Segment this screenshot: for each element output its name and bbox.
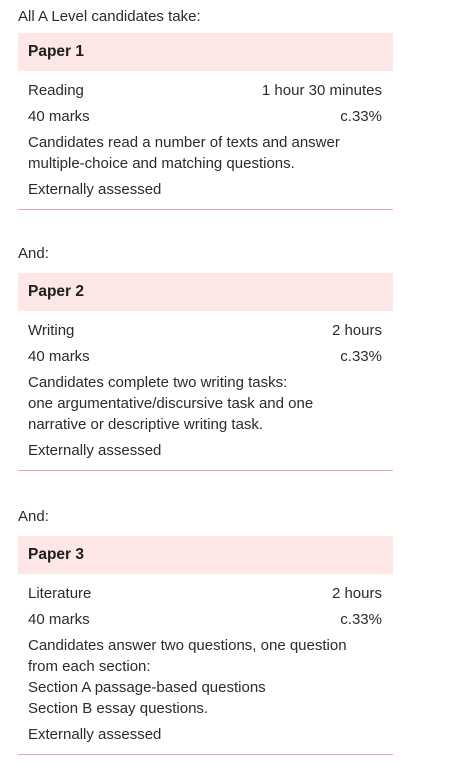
duration: 1 hour 30 minutes (261, 82, 382, 99)
connector-text: And: (18, 245, 49, 262)
assessment-type: Externally assessed (28, 181, 162, 198)
description-line: narrative or descriptive writing task. (28, 416, 264, 433)
description-line: Section A passage-based questions (28, 679, 266, 696)
component-name: Reading (28, 82, 84, 99)
description-line: multiple-choice and matching questions. (28, 155, 295, 172)
description-line: Section B essay questions. (28, 700, 209, 717)
component-name: Writing (28, 322, 75, 339)
intro-text: All A Level candidates take: (18, 8, 201, 25)
description (28, 372, 382, 435)
component-name: Literature (28, 585, 92, 602)
connector-text: And: (18, 508, 49, 525)
paper-title: Paper 3 (18, 536, 393, 574)
weighting: c.33% (340, 348, 382, 365)
duration: 2 hours (331, 585, 382, 602)
description-line: Candidates answer two questions, one question (28, 637, 347, 654)
card-divider (18, 754, 393, 755)
duration: 2 hours (331, 322, 382, 339)
paper-title: Paper 1 (18, 33, 393, 71)
description-line: one argumentative/discursive task and one (28, 395, 314, 412)
weighting: c.33% (340, 611, 382, 628)
description (28, 132, 382, 174)
marks: 40 marks (28, 108, 90, 125)
paper-title: Paper 2 (18, 273, 393, 311)
marks: 40 marks (28, 611, 90, 628)
description-line: from each section: (28, 658, 151, 675)
card-divider (18, 470, 393, 471)
assessment-type: Externally assessed (28, 726, 162, 743)
description-line: Candidates read a number of texts and answer (28, 134, 340, 151)
paper-1-card (18, 33, 393, 210)
assessment-type: Externally assessed (28, 442, 162, 459)
description (28, 635, 382, 719)
card-divider (18, 209, 393, 210)
paper-3-card (18, 536, 393, 755)
description-line: Candidates complete two writing tasks: (28, 374, 288, 391)
marks: 40 marks (28, 348, 90, 365)
paper-2-card (18, 273, 393, 471)
weighting: c.33% (340, 108, 382, 125)
